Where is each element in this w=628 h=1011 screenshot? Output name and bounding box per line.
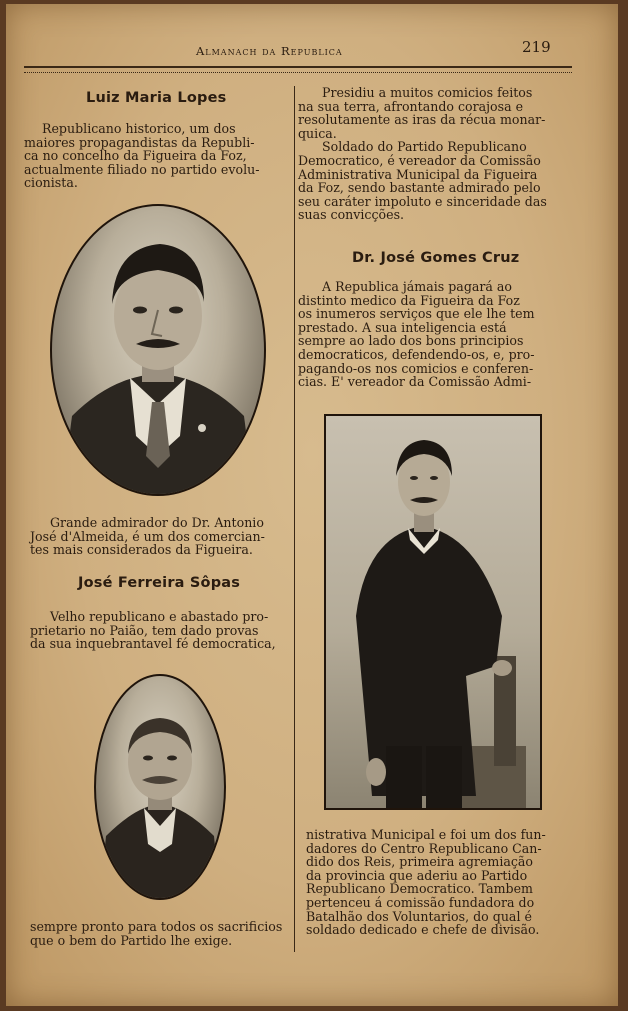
column-divider [294,86,295,952]
text-line: pagando-os nos comicios e conferen- [298,360,534,376]
caption-jose-ferreira-sopas [30,920,294,947]
text-line: quica. [298,125,337,141]
text-line: na sua terra, afrontando corajosa e [298,98,524,114]
text-line: sempre pronto para todos os sacrificios [30,919,283,934]
heading-jose-ferreira-sopas: José Ferreira Sôpas [78,575,241,591]
text-line: Velho republicano e abastado pro- [50,609,269,624]
bio-jose-gomes-cruz [298,280,560,389]
portrait-jose-ferreira-sopas [94,674,226,900]
page-number: 219 [522,38,551,56]
text-line: da Foz, sendo bastante admirado pelo [298,180,541,196]
almanac-page [6,4,618,1006]
photo-figure [326,416,540,808]
portrait-figure [52,206,264,494]
text-line: maiores propagandistas da Republi- [24,134,255,150]
text-line: resolutamente as iras da récua monar- [298,112,546,128]
text-line: Presidiu a muitos comicios feitos [322,85,533,100]
text-line: dido dos Reis, primeira agremiação [306,854,534,870]
text-line: seu caráter impoluto e sinceridade das [298,193,547,209]
bio-jose-ferreira-sopas [30,610,290,651]
text-line: da sua inquebrantavel fé democratica, [30,636,276,652]
bio-luiz-maria-lopes [24,122,280,190]
text-line: distinto medico da Figueira da Foz [298,292,520,308]
text-line: soldado dedicado e chefe de divisão. [306,922,540,938]
text-line: que o bem do Partido lhe exige. [30,932,233,948]
text-line: nistrativa Municipal e foi um dos fun- [306,827,546,842]
header-rule [24,66,572,73]
photo-jose-gomes-cruz [324,414,542,810]
text-line: dadores do Centro Republicano Can- [306,840,542,856]
text-line: Administrativa Municipal da Figueira [298,166,538,182]
text-line: Grande admirador do Dr. Antonio [50,515,264,530]
text-line: Batalhão dos Voluntarios, do qual é [306,908,532,924]
text-line: pertenceu á comissão fundadora do [306,894,535,910]
text-line: Republicano historico, um dos [42,121,236,136]
text-line: Democratico, é vereador da Comissão [298,152,541,168]
portrait-figure [96,676,224,898]
caption-luiz-maria-lopes [30,516,292,557]
text-line: sempre ao lado dos bons principios [298,333,524,349]
text-line: José d'Almeida, é um dos comercian- [30,528,265,544]
heading-luiz-maria-lopes: Luiz Maria Lopes [86,90,227,106]
text-line: Republicano Democratico. Tambem [306,881,533,897]
text-line: tes mais considerados da Figueira. [30,542,253,558]
portrait-luiz-maria-lopes [50,204,266,496]
heading-jose-gomes-cruz: Dr. José Gomes Cruz [352,250,520,266]
text-line: cionista. [24,175,78,191]
text-line: democraticos, defendendo-os, e, pro- [298,346,535,362]
text-line: suas convicções. [298,207,405,223]
text-line: prestado. A sua inteligencia está [298,319,507,335]
text-line: ca no concelho da Figueira da Foz, [24,148,247,164]
continued-text-sopas [298,86,562,222]
text-line: da provincia que aderiu ao Partido [306,867,528,883]
text-line: actualmente filiado no partido evolu- [24,161,260,177]
text-line: cias. E' vereador da Comissão Admi- [298,374,532,390]
text-line: Soldado do Partido Republicano [322,139,527,155]
text-line: os inumeros serviços que ele lhe tem [298,306,535,322]
text-line: prietario no Paião, tem dado provas [30,622,259,638]
running-title: Almanach da Republica [196,44,343,58]
continuation-jose-gomes-cruz [306,828,570,937]
text-line: A Republica jámais pagará ao [322,279,513,294]
